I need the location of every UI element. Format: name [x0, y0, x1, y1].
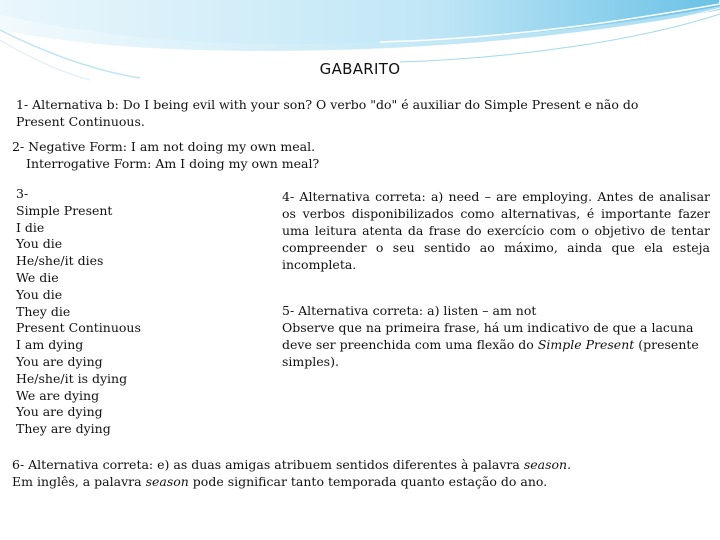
- answer-5-text: Observe que na primeira frase, há um indicativo de que a lacuna deve ser preenchida com uma flexão do: [282, 320, 694, 352]
- answer-6-text: 6- Alternativa correta: e) as duas amigas atribuem sentidos diferentes à palavra: [12, 457, 524, 472]
- conjugation-line: He/she/it is dying: [16, 370, 128, 386]
- conjugation-line: You are dying: [16, 353, 103, 369]
- answer-6: [12, 456, 712, 490]
- answer-4: [282, 188, 710, 273]
- answer-6-line-2: [12, 473, 712, 490]
- page-title: GABARITO: [319, 60, 401, 78]
- answer-6-italic-term: season: [145, 474, 189, 489]
- conjugation-line: Present Continuous: [16, 320, 141, 336]
- answer-2: [12, 138, 672, 172]
- answer-2-interrogative: Interrogative Form: Am I doing my own meal?: [26, 156, 320, 171]
- answer-6-line-1: [12, 456, 712, 473]
- answer-3-number: 3-: [16, 186, 29, 201]
- answer-1: [16, 96, 676, 130]
- answer-5: [282, 302, 710, 370]
- conjugation-line: We die: [16, 269, 59, 285]
- answer-6-period: .: [567, 457, 572, 472]
- conjugation-line: You are dying: [16, 404, 103, 420]
- conjugation-line: Simple Present: [16, 202, 113, 218]
- conjugation-line: They die: [16, 303, 71, 319]
- answer-2-negative: 2- Negative Form: I am not doing my own meal.: [12, 139, 316, 154]
- answer-6-text: Em inglês, a palavra: [12, 474, 146, 489]
- answer-1-text: 1- Alternativa b: Do I being evil with your son? O verbo "do" é auxiliar do Simple Present e não do Present Continuous.: [16, 97, 639, 129]
- answer-4-text: 4- Alternativa correta: a) need – are employing. Antes de analisar os verbos disponibilizados como alternativas, é importante fazer uma leitura atenta da frase do exercício com o objetivo de tentar compreender o seu sentido ao máximo, ainda que ela esteja incompleta.: [282, 189, 710, 272]
- answer-5-explanation: [282, 319, 710, 370]
- conjugation-line: You die: [16, 286, 63, 302]
- answer-6-text-end: pode significar tanto temporada quanto estação do ano.: [188, 474, 548, 489]
- conjugation-line: You die: [16, 236, 63, 252]
- answer-6-italic-term: season: [523, 457, 568, 472]
- answer-5-choice: 5- Alternativa correta: a) listen – am not: [282, 303, 537, 318]
- conjugation-line: I am dying: [16, 337, 84, 353]
- conjugation-line: I die: [16, 219, 45, 235]
- conjugation-line: He/she/it dies: [16, 253, 104, 269]
- answer-3: [16, 185, 256, 437]
- conjugation-line: They are dying: [16, 421, 111, 437]
- conjugation-line: We are dying: [16, 387, 100, 403]
- answer-5-italic-term: Simple Present: [537, 337, 635, 352]
- answer-5-text-end: (presente simples).: [282, 337, 699, 369]
